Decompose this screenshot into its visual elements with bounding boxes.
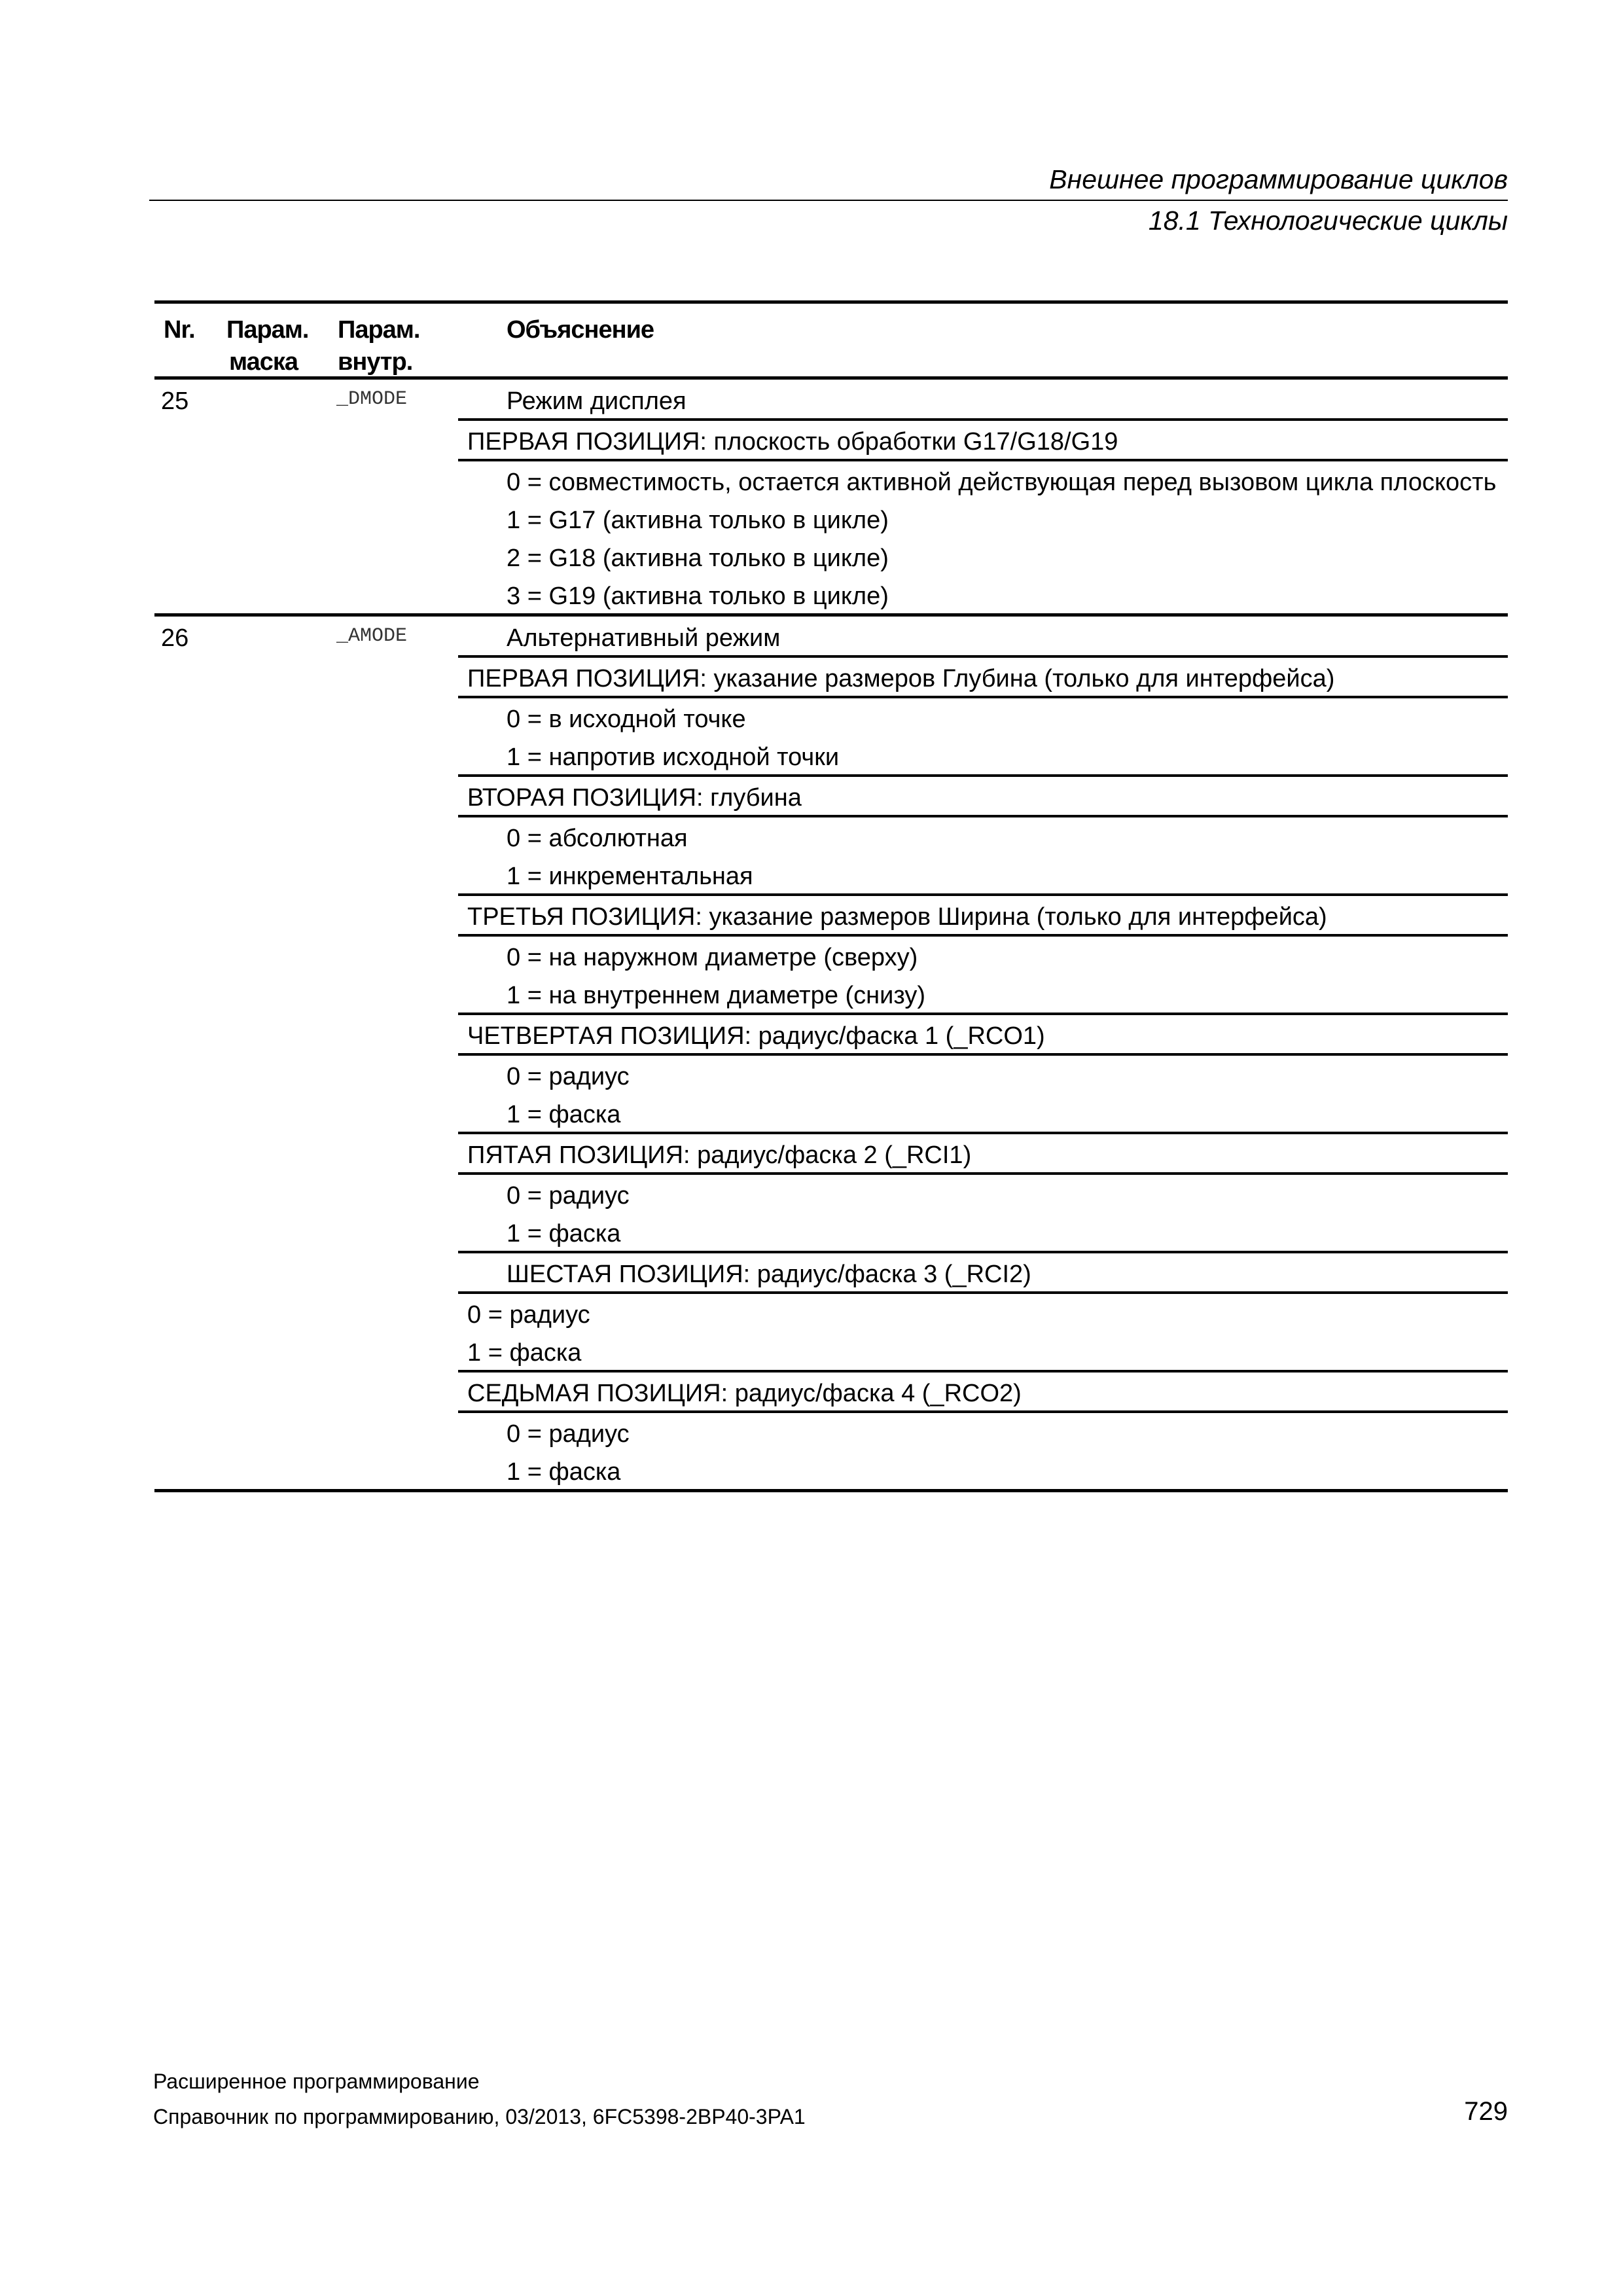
col-header-mask-line2: маска: [229, 348, 298, 376]
col-header-mask: Парам.: [226, 316, 309, 344]
option-line: 1 = напротив исходной точки: [507, 744, 840, 771]
option-line: 0 = совместимость, остается активной действующая перед вызовом цикла плоскость: [507, 469, 1497, 496]
footer-document-info: Справочник по программированию, 03/2013, 6FC5398-2BP40-3PA1: [153, 2105, 806, 2128]
row-rule: [458, 655, 1508, 658]
param-separator-rule: [154, 613, 1508, 617]
row-rule: [458, 1172, 1508, 1175]
page-number: 729: [1464, 2097, 1508, 2126]
row-rule: [458, 1251, 1508, 1253]
param-internal-name: _AMODE: [336, 625, 408, 647]
position-heading: СЕДЬМАЯ ПОЗИЦИЯ: радиус/фаска 4 (_RCO2): [467, 1380, 1022, 1407]
header-bottom-rule: [154, 376, 1508, 380]
row-rule: [458, 815, 1508, 817]
table-top-rule: [154, 300, 1508, 304]
col-header-internal: Парам.: [338, 316, 420, 344]
position-heading: ТРЕТЬЯ ПОЗИЦИЯ: указание размеров Ширина (только для интерфейса): [467, 903, 1327, 931]
row-rule: [458, 934, 1508, 937]
option-line: 0 = радиус: [507, 1182, 630, 1210]
option-line: 0 = радиус: [467, 1301, 590, 1329]
option-line: 0 = радиус: [507, 1063, 630, 1090]
col-header-explanation: Объяснение: [507, 316, 654, 344]
option-line: 0 = радиус: [507, 1420, 630, 1448]
option-line: 1 = G17 (активна только в цикле): [507, 507, 889, 534]
param-title: Режим дисплея: [507, 387, 687, 415]
param-nr: 26: [161, 624, 189, 652]
row-rule: [458, 459, 1508, 461]
header-rule: [149, 200, 1508, 201]
param-internal-name: _DMODE: [336, 388, 408, 410]
row-rule: [458, 1132, 1508, 1134]
param-title: Альтернативный режим: [507, 624, 781, 652]
row-rule: [458, 774, 1508, 777]
running-header-chapter: Внешнее программирование циклов: [1049, 164, 1508, 194]
row-rule: [458, 418, 1508, 421]
option-line: 1 = фаска: [507, 1458, 621, 1486]
position-heading: ПЯТАЯ ПОЗИЦИЯ: радиус/фаска 2 (_RCI1): [467, 1141, 972, 1169]
position-heading: ВТОРАЯ ПОЗИЦИЯ: глубина: [467, 784, 802, 812]
row-rule: [458, 1053, 1508, 1056]
option-line: 3 = G19 (активна только в цикле): [507, 583, 889, 610]
option-line: 2 = G18 (активна только в цикле): [507, 545, 889, 572]
table-bottom-rule: [154, 1489, 1508, 1492]
row-rule: [458, 893, 1508, 896]
option-line: 0 = на наружном диаметре (сверху): [507, 944, 918, 971]
col-header-internal-line2: внутр.: [338, 348, 413, 376]
running-header-section: 18.1 Технологические циклы: [1148, 206, 1508, 236]
position-heading: ШЕСТАЯ ПОЗИЦИЯ: радиус/фаска 3 (_RCI2): [507, 1261, 1031, 1288]
option-line: 0 = в исходной точке: [507, 706, 746, 733]
row-rule: [458, 696, 1508, 698]
position-heading: ЧЕТВЕРТАЯ ПОЗИЦИЯ: радиус/фаска 1 (_RCO1): [467, 1022, 1045, 1050]
option-line: 1 = инкрементальная: [507, 863, 753, 890]
footer-title: Расширенное программирование: [153, 2070, 480, 2093]
option-line: 1 = фаска: [467, 1339, 582, 1367]
option-line: 1 = фаска: [507, 1220, 621, 1247]
option-line: 1 = на внутреннем диаметре (снизу): [507, 982, 926, 1009]
row-rule: [458, 1291, 1508, 1294]
position-heading: ПЕРВАЯ ПОЗИЦИЯ: указание размеров Глубина (только для интерфейса): [467, 665, 1335, 692]
row-rule: [458, 1410, 1508, 1413]
row-rule: [458, 1013, 1508, 1015]
option-line: 1 = фаска: [507, 1101, 621, 1128]
row-rule: [458, 1370, 1508, 1372]
position-heading: ПЕРВАЯ ПОЗИЦИЯ: плоскость обработки G17/G18/G19: [467, 428, 1118, 456]
option-line: 0 = абсолютная: [507, 825, 688, 852]
param-nr: 25: [161, 387, 189, 415]
col-header-nr: Nr.: [164, 316, 195, 344]
